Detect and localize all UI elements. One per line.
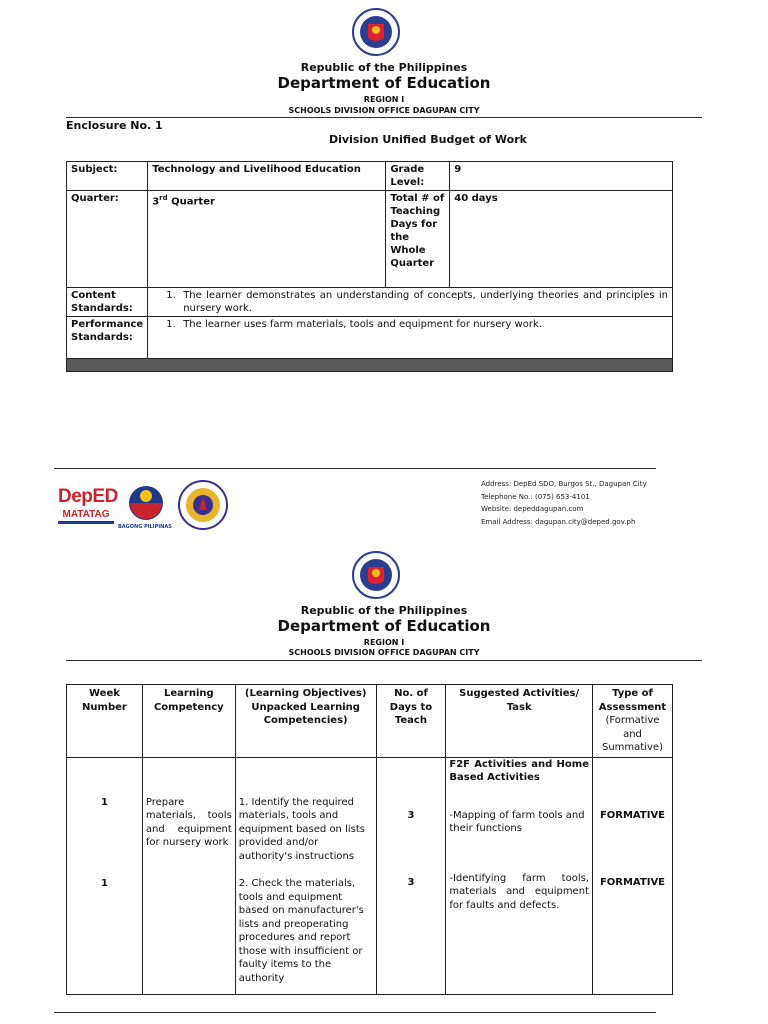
quarter-row: [67, 191, 673, 288]
objective-text: 1. Identify the required materials, tools and equipment based on lists provided and/or authority's instructions: [238, 796, 365, 862]
deped-matatag-logo: [58, 486, 118, 530]
gray-separator: [67, 359, 673, 372]
assessment-header: [592, 685, 672, 758]
matatag-text: MATATAG: [62, 509, 110, 520]
content-text: The learner demonstrates an understanding of concepts, underlying theories and principles in nursery work.: [183, 290, 668, 314]
footer-rule: [54, 468, 656, 469]
week-header: Week Number: [67, 685, 143, 758]
week-cell: [67, 757, 143, 994]
performance-row: [67, 317, 673, 359]
days-value: 3: [407, 877, 415, 888]
region-line-page2: REGION I: [363, 638, 405, 647]
activity-text: -Identifying farm tools, materials and equipment for faults and defects.: [449, 872, 589, 911]
department-title: Department of Education: [277, 74, 491, 92]
header-rule: [66, 117, 702, 118]
division-line: SCHOOLS DIVISION OFFICE DAGUPAN CITY: [288, 106, 480, 115]
content-row: [67, 288, 673, 317]
days-label: Total # of Teaching Days for the Whole Quarter: [386, 191, 450, 288]
assessment-header-sub: (Formative and Summative): [602, 715, 663, 753]
assessment-value: FORMATIVE: [599, 809, 666, 821]
table-row: [67, 757, 673, 994]
header-rule-page2: [66, 660, 702, 661]
info-table: [66, 161, 673, 372]
grade-label: Grade Level:: [386, 162, 450, 191]
contact-block: [481, 478, 647, 528]
quarter-value: [148, 191, 386, 288]
deped-logo-text: DepED: [58, 486, 118, 507]
performance-text: The learner uses farm materials, tools and equipment for nursery work.: [183, 319, 542, 330]
region-line: REGION I: [363, 95, 405, 104]
quarter-number: 3: [152, 196, 160, 208]
days-value: 3: [407, 809, 415, 821]
footer-address: Address: DepEd SDO, Burgos St., Dagupan City: [481, 480, 647, 488]
days-cell: [376, 757, 446, 994]
republic-line: Republic of the Philippines: [300, 61, 468, 74]
performance-number: 1.: [166, 319, 176, 330]
footer-phone: Telephone No.: (075) 653-4101: [481, 492, 590, 501]
content-standard: [148, 288, 673, 317]
header-row: [67, 685, 673, 758]
week-value: 1: [100, 878, 108, 889]
activities-heading: F2F Activities and Home Based Activities: [449, 758, 589, 783]
republic-line-page2: Republic of the Philippines: [300, 604, 468, 617]
objectives-cell: [235, 757, 376, 994]
deped-seal-icon: [352, 8, 400, 56]
department-title-page2: Department of Education: [277, 617, 491, 635]
competency-header: Learning Competency: [142, 685, 235, 758]
content-label: Content Standards:: [67, 288, 148, 317]
document-title: Division Unified Budget of Work: [329, 133, 527, 146]
competency-cell: [142, 757, 235, 994]
budget-of-work-table: [66, 684, 673, 995]
activities-cell: [446, 757, 593, 994]
assessment-cell: [592, 757, 672, 994]
performance-label: Performance Standards:: [67, 317, 148, 359]
activities-header: Suggested Activities/ Task: [446, 685, 593, 758]
assessment-value: FORMATIVE: [599, 877, 666, 888]
matatag-underline: [58, 521, 114, 524]
footer-email: Email Address: dagupan.city@deped.gov.ph: [481, 517, 636, 526]
quarter-word: Quarter: [167, 196, 215, 208]
bagong-pilipinas-label: BAGONG PILIPINAS: [118, 524, 172, 530]
days-header: No. of Days to Teach: [376, 685, 446, 758]
subject-row: [67, 162, 673, 191]
assessment-header-title: Type of Assessment: [598, 688, 667, 713]
subject-value: Technology and Livelihood Education: [148, 162, 386, 191]
gray-separator-row: [67, 359, 673, 372]
objectives-header: (Learning Objectives) Unpacked Learning Competencies): [235, 685, 376, 758]
deped-seal-icon-page2: [352, 551, 400, 599]
week-value: 1: [100, 796, 108, 808]
footer-website: Website: depeddagupan.com: [481, 505, 584, 513]
subject-label: Subject:: [67, 162, 148, 191]
sdo-dagupan-seal-icon: [178, 480, 228, 530]
competency-text: Prepare materials, tools and equipment for nursery work: [145, 796, 232, 848]
days-value: 40 days: [450, 191, 673, 288]
performance-standard: [148, 317, 673, 359]
bagong-pilipinas-logo-icon: [122, 484, 170, 522]
grade-value: 9: [450, 162, 673, 191]
division-line-page2: SCHOOLS DIVISION OFFICE DAGUPAN CITY: [288, 648, 480, 657]
quarter-label: Quarter:: [67, 191, 148, 288]
objective-text: 2. Check the materials, tools and equipment based on manufacturer's lists and preoperating procedures and report those with insufficient or faulty items to the authority: [238, 878, 364, 984]
bottom-footer-rule: [54, 1012, 656, 1013]
quarter-suffix: rd: [159, 194, 168, 202]
enclosure-label: Enclosure No. 1: [66, 119, 163, 132]
content-number: 1.: [166, 290, 176, 301]
activity-text: -Mapping of farm tools and their functions: [449, 809, 585, 834]
